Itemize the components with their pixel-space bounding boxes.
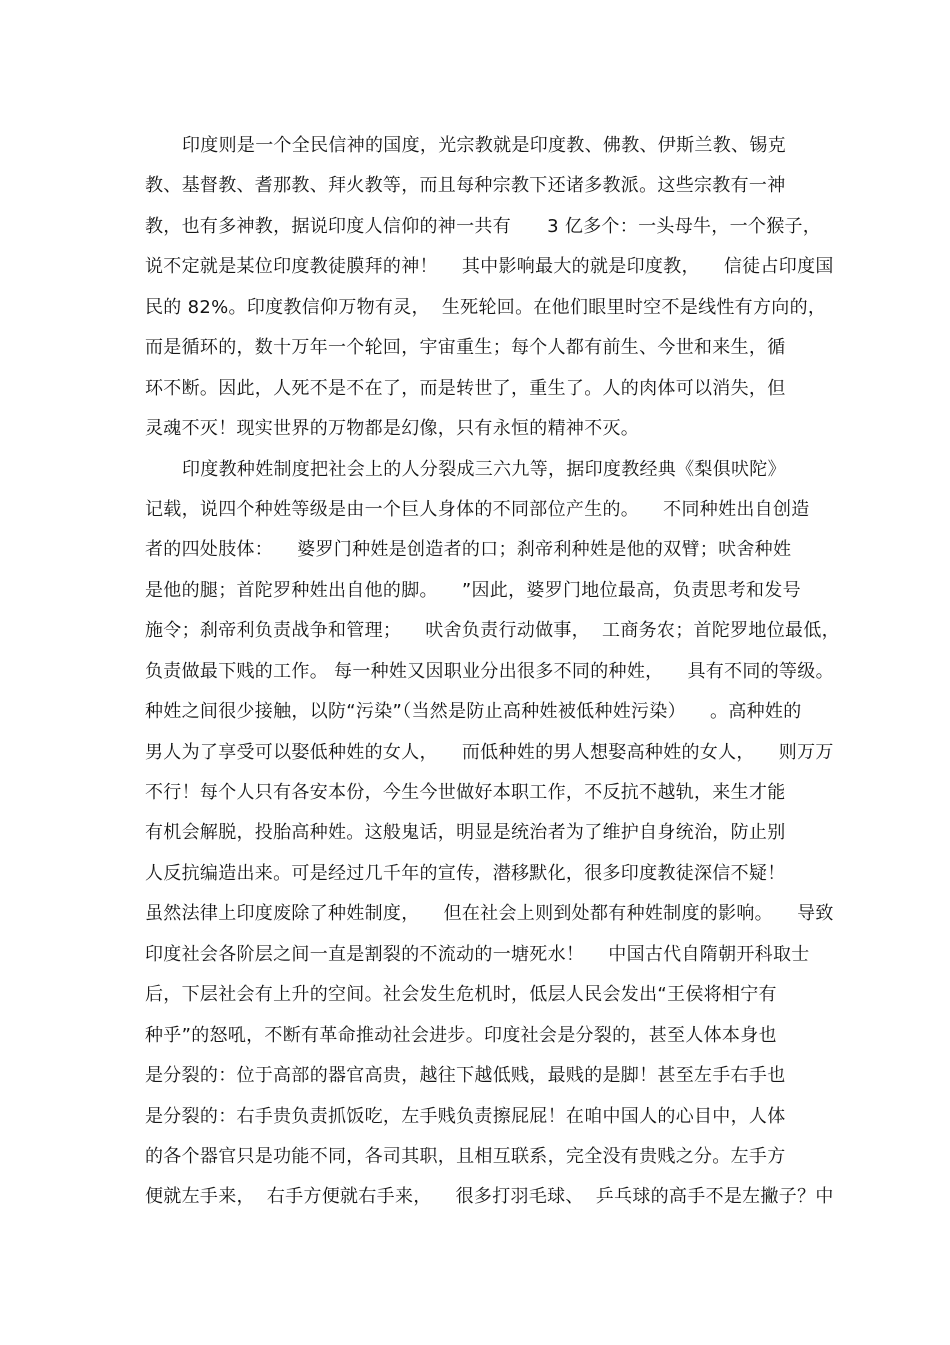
paragraph-1-line-4: 说不定就是某位印度教徒膜拜的神！ 其中影响最大的就是印度教， 信徒占印度国 [145, 256, 834, 278]
paragraph-2-line-12: 虽然法律上印度废除了种姓制度， 但在社会上则到处都有种姓制度的影响。 导致 [145, 903, 834, 925]
paragraph-1-line-3: 教，也有多神教，据说印度人信仰的神一共有 3 亿多个：一头母牛，一个猴子， [145, 215, 822, 237]
paragraph-1-line-6: 而是循环的，数十万年一个轮回，宇宙重生；每个人都有前生、今世和来生，循 [145, 337, 786, 359]
paragraph-2-line-16: 是分裂的：位于高部的器官高贵，越往下越低贱，最贱的是脚！甚至左手右手也 [145, 1065, 786, 1087]
paragraph-2-line-5: 施令；刹帝利负责战争和管理； 吠舍负责行动做事， 工商务农；首陀罗地位最低， [145, 620, 840, 642]
paragraph-2-line-10: 有机会解脱，投胎高种姓。这般鬼话，明显是统治者为了维护自身统治，防止别 [145, 822, 786, 844]
paragraph-2-line-15: 种乎”的怒吼，不断有革命推动社会进步。印度社会是分裂的，甚至人体本身也 [145, 1024, 777, 1046]
article-body [145, 126, 840, 1218]
paragraph-2-line-17: 是分裂的：右手贵负责抓饭吃，左手贱负责擦屁屁！在咱中国人的心目中，人体 [145, 1105, 786, 1127]
paragraph-2-line-8: 男人为了享受可以娶低种姓的女人， 而低种姓的男人想娶高种姓的女人， 则万万 [145, 741, 834, 763]
paragraph-1-line-1: 印度则是一个全民信神的国度，光宗教就是印度教、佛教、伊斯兰教、锡克 [182, 135, 786, 156]
paragraph-1-line-2: 教、基督教、耆那教、拜火教等，而且每种宗教下还诸多教派。这些宗教有一神 [145, 175, 786, 197]
paragraph-2-line-18: 的各个器官只是功能不同，各司其职，且相互联系，完全没有贵贱之分。左手方 [145, 1145, 786, 1167]
paragraph-2-line-2: 记载，说四个种姓等级是由一个巨人身体的不同部位产生的。 不同种姓出自创造 [145, 498, 810, 520]
paragraph-2-line-4: 是他的腿；首陀罗种姓出自他的脚。 ”因此，婆罗门地位最高，负责思考和发号 [145, 579, 801, 601]
paragraph-2-line-3: 者的四处肢体： 婆罗门种姓是创造者的口；刹帝利种姓是他的双臂；吠舍种姓 [145, 539, 792, 561]
paragraph-2-line-7: 种姓之间很少接触，以防“污染”（当然是防止高种姓被低种姓污染） 。高种姓的 [145, 701, 802, 723]
paragraph-2-line-13: 印度社会各阶层之间一直是割裂的不流动的一塘死水！ 中国古代自隋朝开科取士 [145, 943, 810, 965]
paragraph-1-line-7: 环不断。因此，人死不是不在了，而是转世了，重生了。人的肉体可以消失，但 [145, 377, 786, 399]
paragraph-2-line-14: 后，下层社会有上升的空间。社会发生危机时，低层人民会发出“王侯将相宁有 [145, 984, 777, 1006]
paragraph-2-line-19: 便就左手来， 右手方便就右手来， 很多打羽毛球、 乒乓球的高手不是左撇子？中 [145, 1186, 834, 1208]
paragraph-2-line-11: 人反抗编造出来。可是经过几千年的宣传，潜移默化，很多印度教徒深信不疑！ [145, 862, 786, 884]
paragraph-2-line-1: 印度教种姓制度把社会上的人分裂成三六九等，据印度教经典《梨俱吠陀》 [182, 458, 786, 480]
paragraph-1-line-8: 灵魂不灭！现实世界的万物都是幻像，只有永恒的精神不灭。 [145, 418, 640, 440]
paragraph-2-line-9: 不行！每个人只有各安本份，今生今世做好本职工作，不反抗不越轨，来生才能 [145, 782, 786, 803]
paragraph-1-line-5: 民的 82%。印度教信仰万物有灵， 生死轮回。在他们眼里时空不是线性有方向的， [145, 296, 827, 318]
paragraph-2-line-6: 负责做最下贱的工作。 每一种姓又因职业分出很多不同的种姓， 具有不同的等级。 [145, 660, 834, 682]
